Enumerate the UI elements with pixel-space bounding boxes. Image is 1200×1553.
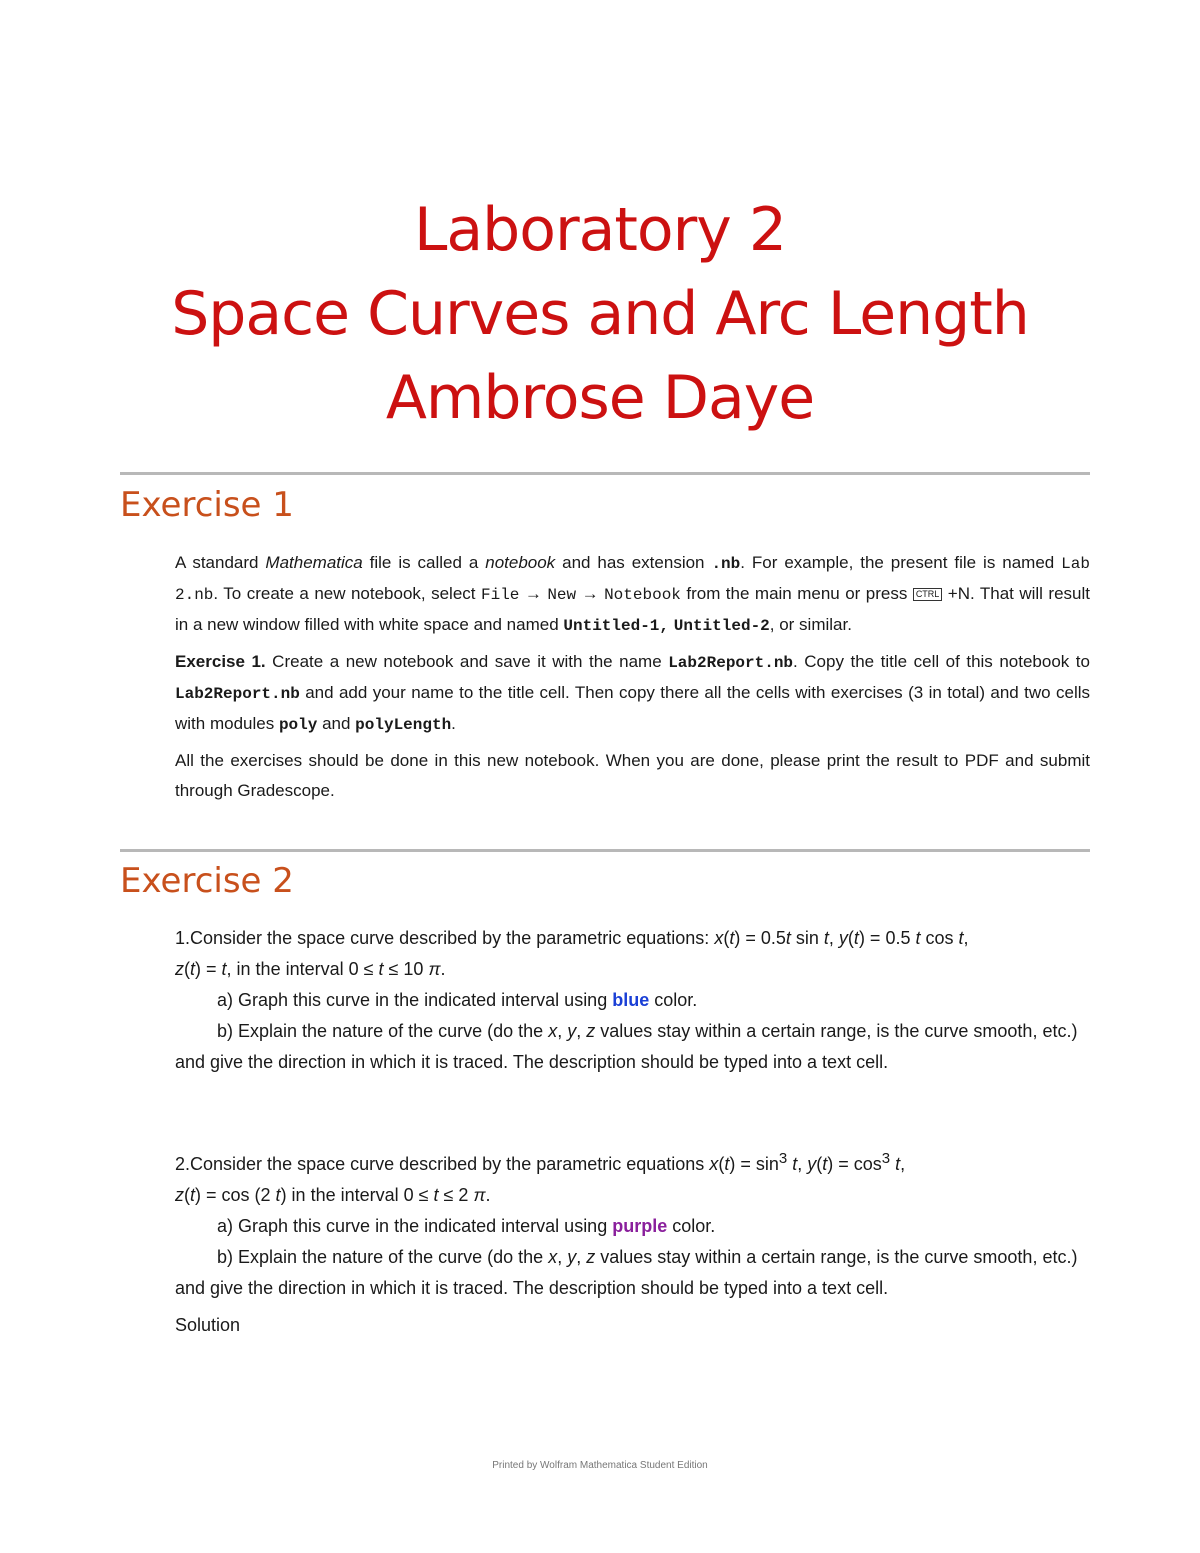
section-heading-exercise-2: Exercise 2 <box>120 861 294 901</box>
solution-label: Solution <box>175 1315 241 1335</box>
section-divider-1 <box>120 472 1090 475</box>
paragraph-notebook-intro: A standard Mathematica file is called a notebook and has extension .nb. For example, the present file is named Lab 2.nb. To create a new notebook, select File → New → Notebook from the main menu or press CTRL +N. That will result in a new window filled with white space and named Untitled-1, Untitled-2, or similar. <box>175 553 1090 635</box>
print-footer: Printed by Wolfram Mathematica Student Edition <box>492 1460 708 1471</box>
title-cell <box>0 188 1200 440</box>
question-1-statement: 1.Consider the space curve described by the parametric equations: x(t) = 0.5t sin t, y(t) = 0.5 t cos t, z(t) = t, in the interval 0 ≤ t ≤ 10 π. <box>175 928 969 979</box>
author-name: Ambrose Daye <box>385 363 815 433</box>
ctrl-key-icon: CTRL <box>913 588 943 601</box>
exercise-2-question-1 <box>175 923 1090 1078</box>
section-heading-exercise-1: Exercise 1 <box>120 485 294 525</box>
paragraph-submission: All the exercises should be done in this new notebook. When you are done, please print the result to PDF and submit through Gradescope. <box>175 751 1090 800</box>
question-2-part-a: a) Graph this curve in the indicated interval using purple color. <box>217 1216 716 1236</box>
lab-title: Laboratory 2 <box>413 195 787 265</box>
question-2-statement: 2.Consider the space curve described by the parametric equations $x(t) = \sin^3 t$, $y(t) = \cos^3 t$, z(t) = cos (2 t) in the interval 0 ≤ t ≤ 2 π. <box>175 1150 906 1205</box>
question-2-part-b: b) Explain the nature of the curve (do the x, y, z values stay within a certain range, is the curve smooth, etc.) and give the direction in which it is traced. The description should be typed into a text cell. <box>175 1247 1078 1298</box>
question-1-part-b: b) Explain the nature of the curve (do the x, y, z values stay within a certain range, is the curve smooth, etc.) and give the direction in which it is traced. The description should be typed into a text cell. <box>175 1021 1078 1072</box>
section-divider-2 <box>120 849 1090 852</box>
exercise-2-question-2 <box>175 1143 1090 1341</box>
exercise-1-text-cell <box>175 548 1090 806</box>
lab-subtitle: Space Curves and Arc Length <box>171 279 1029 349</box>
paragraph-exercise-1: Exercise 1. Create a new notebook and save it with the name Lab2Report.nb. Copy the title cell of this notebook to Lab2Report.nb and add your name to the title cell. Then copy there all the cells with exercises (3 in total) and two cells with modules poly and polyLength. <box>175 652 1090 734</box>
question-1-part-a: a) Graph this curve in the indicated interval using blue color. <box>217 990 698 1010</box>
